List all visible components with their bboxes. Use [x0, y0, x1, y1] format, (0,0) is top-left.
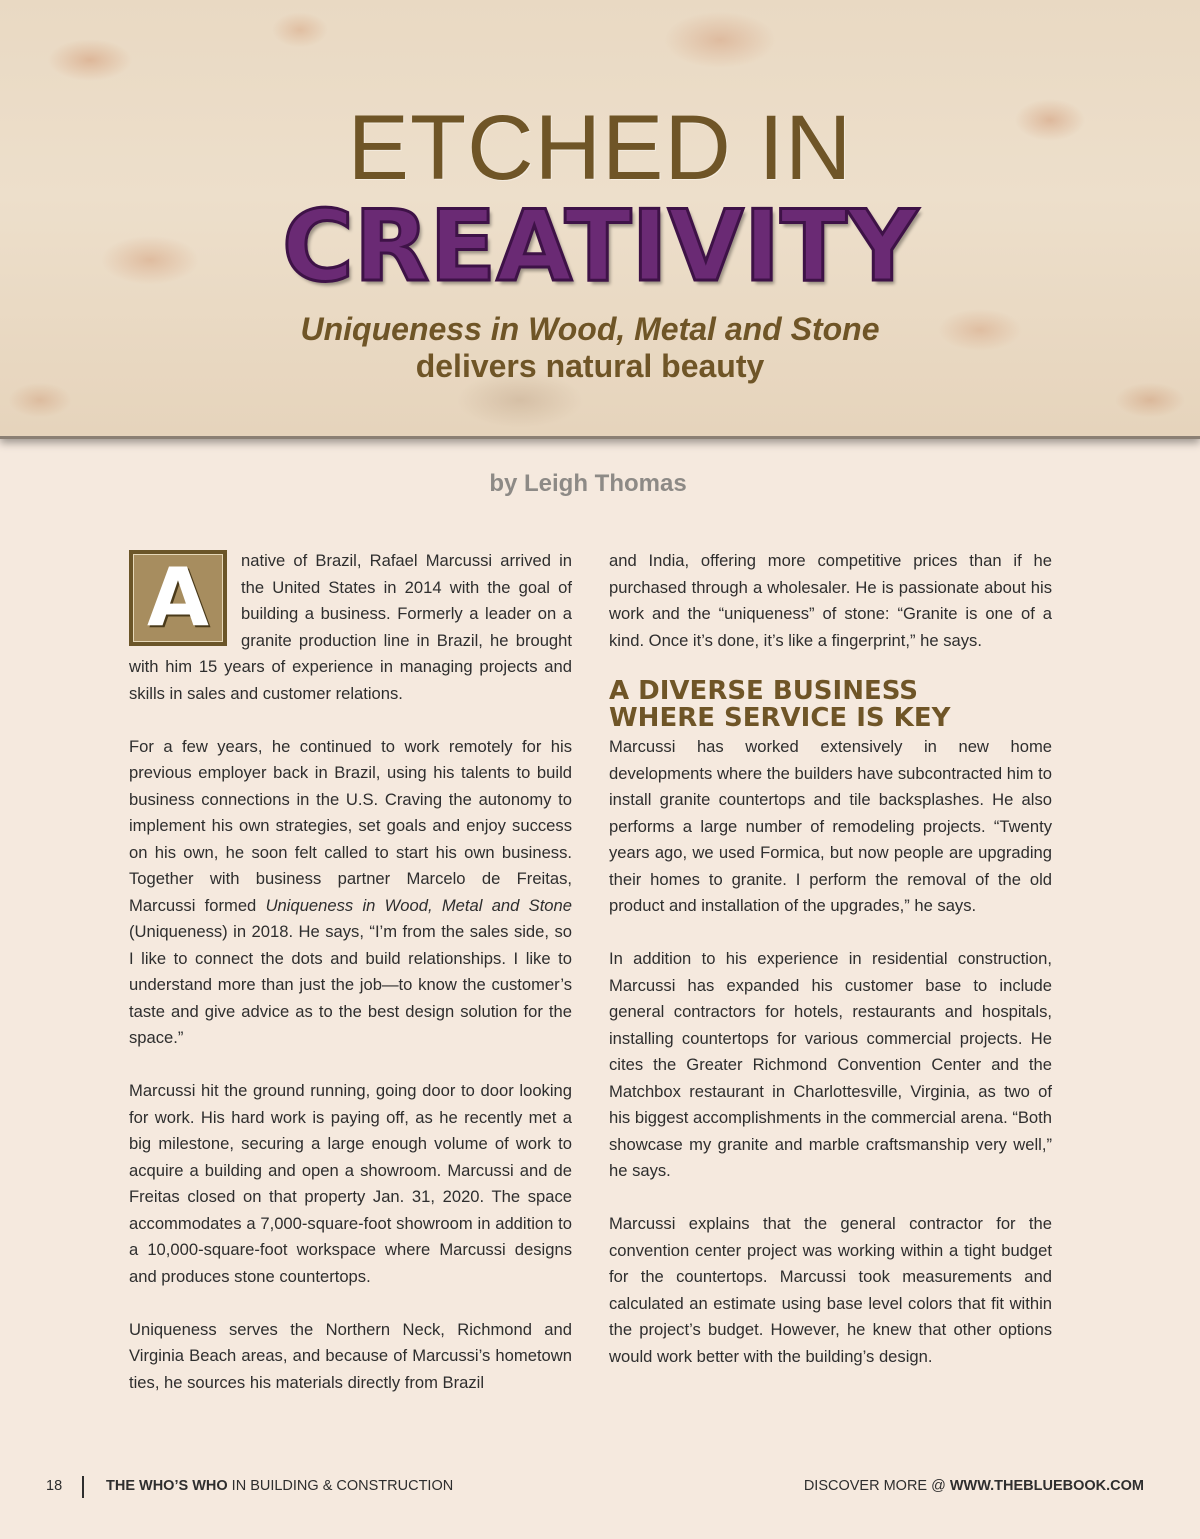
publication-name-rest: IN BUILDING & CONSTRUCTION: [227, 1478, 454, 1494]
paragraph: Marcussi hit the ground running, going door to door looking for work. His hard work is paying off, as he recently met a big milestone, securing a large enough volume of work to acquire a building and open a showroom. Marcussi and de Freitas closed on that property Jan. 31, 2020. The space accommodates a 7,000-square-foot showroom in addition to a 10,000-square-foot workspace where Marcussi designs and produces stone countertops.: [129, 1081, 572, 1286]
paragraph-text: (Uniqueness) in 2018. He says, “I’m from the sales side, so I like to connect the dots and build relationships. I like to understand more than just the job—to know the customer’s taste and give advice as to the best design solution for the space.”: [129, 922, 572, 1047]
byline: by Leigh Thomas: [489, 470, 687, 497]
drop-cap: [129, 550, 227, 646]
publication-name-bold: THE WHO’S WHO: [106, 1478, 228, 1494]
drop-cap-letter: A: [133, 554, 223, 642]
subtitle-line-2: delivers natural beauty: [415, 348, 765, 384]
footer-divider: [82, 1476, 84, 1498]
title-line-1: ETCHED IN: [347, 97, 853, 199]
section-heading-line-2: WHERE SERVICE IS KEY: [609, 703, 951, 733]
article-column-right: [609, 548, 1052, 1397]
article-column-left: [129, 548, 572, 1423]
paragraph: Marcussi has worked extensively in new home developments where the builders have subcontracted him to install granite countertops and tile backsplashes. He also performs a large number of remodeling projects. “Twenty years ago, we used Formica, but now people are upgrading their homes to granite. I perform the removal of the old product and installation of the upgrades,” he says.: [609, 737, 1052, 915]
publication-name: [106, 1478, 453, 1494]
discover-more: [804, 1478, 1144, 1494]
page-number: 18: [46, 1478, 63, 1494]
section-heading: [609, 678, 1052, 732]
paragraph-text: For a few years, he continued to work remotely for his previous employer back in Brazil, using his talents to build business connections in the U.S. Craving the autonomy to implement his own strategies, set goals and enjoy success on his own, he soon felt called to start his own business. Together with business partner Marcelo de Freitas, Marcussi formed: [129, 736, 572, 915]
paragraph: [129, 734, 572, 1052]
paragraph: In addition to his experience in residential construction, Marcussi has expanded his customer base to include general contractors for hotels, restaurants and hospitals, installing countertops for various commercial projects. He cites the Greater Richmond Convention Center and the Matchbox restaurant in Charlottesville, Virginia, as two of his biggest accomplishments in the commercial arena. “Both showcase my granite and marble craftsmanship very well,” he says.: [609, 949, 1052, 1180]
website-link[interactable]: WWW.THEBLUEBOOK.COM: [949, 1478, 1144, 1494]
discover-prefix: DISCOVER MORE @: [803, 1478, 950, 1494]
company-name-italic: Uniqueness in Wood, Metal and Stone: [265, 895, 572, 915]
paragraph: native of Brazil, Rafael Marcussi arrived in the United States in 2014 with the goal of building a business. Formerly a leader on a granite production line in Brazil, he brought with him 15 years of experience in managing projects and skills in sales and customer relations.: [129, 551, 572, 703]
paragraph: Uniqueness serves the Northern Neck, Richmond and Virginia Beach areas, and because of Marcussi’s hometown ties, he sources his materials directly from Brazil: [129, 1319, 572, 1392]
subtitle-line-1: Uniqueness in Wood, Metal and Stone: [300, 311, 880, 347]
section-heading-line-1: A DIVERSE BUSINESS: [609, 676, 919, 706]
paragraph: Marcussi explains that the general contractor for the convention center project was working within a tight budget for the countertops. Marcussi took measurements and calculated an estimate using base level colors that fit within the project’s budget. However, he knew that other options would work better with the building’s design.: [609, 1214, 1052, 1366]
title-line-2: CREATIVITY: [282, 190, 918, 304]
page-footer: [0, 1476, 1200, 1500]
paragraph: and India, offering more competitive prices than if he purchased through a wholesaler. He is passionate about his work and the “uniqueness” of stone: “Granite is one of a kind. Once it’s done, it’s like a fingerprint,” he says.: [609, 551, 1052, 650]
hero-banner: [0, 0, 1200, 439]
